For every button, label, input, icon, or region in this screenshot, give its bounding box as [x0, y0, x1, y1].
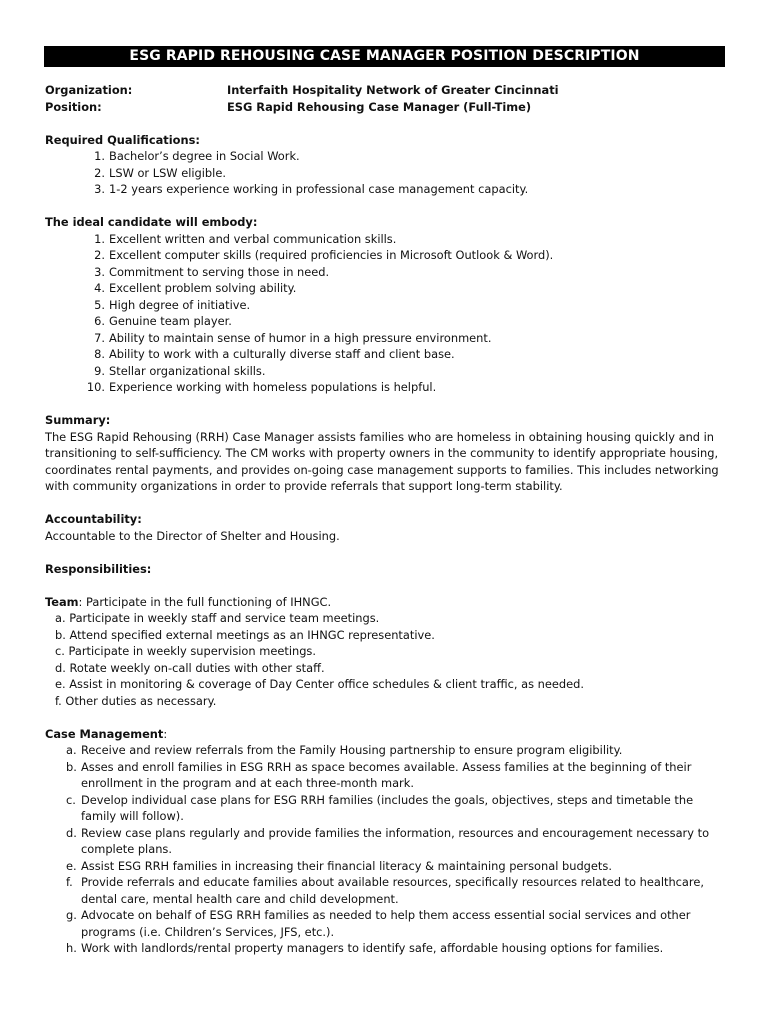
case-management-heading-row: Case Management:: [45, 726, 168, 741]
list-item: 4. Excellent problem solving ability.: [94, 281, 297, 295]
list-item: e. Assist ESG RRH families in increasing their financial literacy & maintaining personal budgets.: [66, 858, 612, 873]
case-management-heading: Case Management: [45, 726, 164, 741]
organization-row: [45, 82, 735, 99]
list-item: f. Other duties as necessary.: [55, 693, 217, 708]
list-item: a. Receive and review referrals from the Family Housing partnership to ensure program eligibility.: [66, 743, 623, 757]
list-item: d. Rotate weekly on-call duties with other staff.: [55, 660, 325, 675]
position-label: Position:: [45, 99, 102, 114]
team-heading: Team: [45, 594, 79, 609]
list-item: 2. Excellent computer skills (required proficiencies in Microsoft Outlook & Word).: [94, 248, 554, 262]
list-item: g. Advocate on behalf of ESG RRH families as needed to help them access essential social services and other programs (i.e. Children’s Services, JFS, etc.).: [66, 908, 691, 939]
list-item: a. Participate in weekly staff and service team meetings.: [55, 611, 380, 625]
summary-text: The ESG Rapid Rehousing (RRH) Case Manager assists families who are homeless in obtaining housing quickly and in transitioning to self-sufficiency. The CM works with property owners in the community to identify appropriate housing, coordinates rental payments, and provides on-going case management supports to families. This includes networking with community organizations in order to provide referrals that support long-term stability.: [45, 429, 719, 493]
list-item: d. Review case plans regularly and provide families the information, resources and encouragement necessary to complete plans.: [66, 825, 710, 856]
list-item: b. Asses and enroll families in ESG RRH as space becomes available. Assess families at the beginning of their enrollment in the program and at each three-month mark.: [66, 759, 692, 790]
required-qualifications-heading: Required Qualifications:: [45, 132, 200, 147]
summary-heading: Summary:: [45, 413, 111, 427]
accountability-heading: Accountability:: [45, 512, 142, 526]
ideal-candidate-list: [45, 231, 735, 396]
document-body: [45, 82, 735, 957]
list-item: b. Attend specified external meetings as an IHNGC representative.: [55, 627, 435, 642]
list-item: f. Provide referrals and educate families about available resources, specifically resources related to healthcare, dental care, mental health care and child development.: [66, 875, 704, 906]
team-duties-list: [45, 610, 735, 709]
list-item: e. Assist in monitoring & coverage of Day Center office schedules & client traffic, as needed.: [55, 677, 584, 691]
list-item: 10. Experience working with homeless populations is helpful.: [86, 380, 437, 394]
list-item: 2. LSW or LSW eligible.: [94, 165, 226, 180]
list-item: 3. Commitment to serving those in need.: [94, 264, 330, 279]
list-item: 5. High degree of initiative.: [94, 297, 251, 312]
document-title: ESG RAPID REHOUSING CASE MANAGER POSITION DESCRIPTION: [44, 46, 725, 67]
list-item: 3. 1-2 years experience working in professional case management capacity.: [94, 182, 529, 196]
list-item: c. Develop individual case plans for ESG RRH families (includes the goals, objectives, steps and timetable the family will follow).: [66, 792, 694, 823]
position-value: ESG Rapid Rehousing Case Manager (Full-Time): [227, 99, 532, 114]
list-item: 1. Excellent written and verbal communication skills.: [94, 231, 397, 246]
list-item: 9. Stellar organizational skills.: [94, 363, 266, 378]
required-qualifications-list: [45, 148, 735, 198]
list-item: 6. Genuine team player.: [94, 314, 232, 328]
position-row: [45, 99, 735, 116]
list-item: 1. Bachelor’s degree in Social Work.: [94, 149, 300, 163]
list-item: 8. Ability to work with a culturally diverse staff and client base.: [94, 347, 455, 361]
team-intro: [45, 594, 735, 611]
list-item: c. Participate in weekly supervision meetings.: [55, 644, 316, 658]
organization-label: Organization:: [45, 83, 133, 97]
list-item: h. Work with landlords/rental property managers to identify safe, affordable housing options for families.: [66, 941, 664, 955]
responsibilities-heading: Responsibilities:: [45, 561, 152, 576]
ideal-candidate-heading: The ideal candidate will embody:: [45, 215, 258, 229]
case-management-list: [45, 742, 735, 957]
list-item: 7. Ability to maintain sense of humor in a high pressure environment.: [94, 330, 492, 345]
team-intro-text: : Participate in the full functioning of IHNGC.: [78, 594, 332, 609]
organization-value: Interfaith Hospitality Network of Greater Cincinnati: [227, 83, 559, 97]
accountability-text: Accountable to the Director of Shelter and Housing.: [45, 528, 340, 543]
